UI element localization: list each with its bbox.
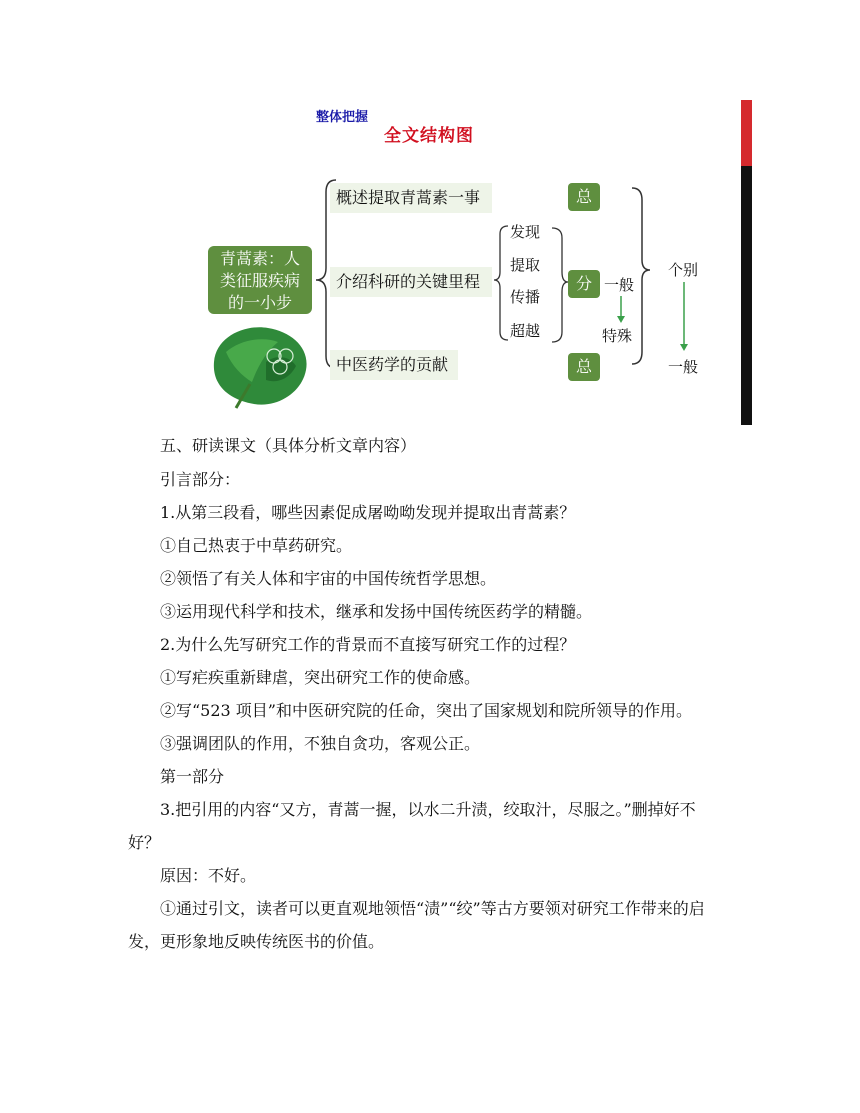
tag-total: 总 — [568, 353, 600, 381]
section-overview: 概述提取青蒿素一事 — [330, 183, 492, 213]
part-heading: 第一部分 — [160, 767, 225, 786]
diagram-subtitle: 整体把握 — [316, 110, 369, 125]
step-extract: 提取 — [510, 256, 541, 274]
label-special: 特殊 — [602, 327, 633, 345]
root-line: 的一小步 — [227, 293, 292, 312]
answer-1-1: ①自己热衷于中草药研究。 — [160, 536, 353, 555]
section-milestones: 介绍科研的关键里程 — [330, 267, 492, 297]
answer-2-2: ②写“523 项目”和中医研究院的任命，突出了国家规划和院所领导的作用。 — [160, 701, 692, 720]
section-contribution: 中医药学的贡献 — [330, 350, 458, 380]
step-discover: 发现 — [510, 223, 541, 241]
answer-1-3: ③运用现代科学和技术，继承和发扬中国传统医药学的精髓。 — [160, 602, 593, 621]
artemisia-leaf-image — [206, 322, 314, 410]
label-general: 一般 — [604, 276, 635, 294]
section-heading: 五、研读课文（具体分析文章内容） — [160, 436, 417, 455]
answer-3-1-line-1: ①通过引文，读者可以更直观地领悟“渍”“绞”等古方要领对研究工作带来的启 — [160, 899, 705, 918]
step-surpass: 超越 — [510, 322, 541, 340]
question-3-line-2: 好？ — [128, 833, 161, 852]
answer-3-reason: 原因：不好。 — [160, 866, 257, 885]
step-spread: 传播 — [510, 288, 541, 306]
tag-total: 总 — [568, 183, 600, 211]
root-node — [208, 246, 312, 314]
answer-2-1: ①写疟疾重新肆虐，突出研究工作的使命感。 — [160, 668, 481, 687]
label-general-right: 一般 — [668, 358, 699, 376]
root-line: 青蒿素：人 — [219, 249, 300, 268]
question-3-line-1: 3.把引用的内容“又方，青蒿一握，以水二升渍，绞取汁，尽服之。”删掉好不 — [160, 800, 696, 819]
diagram-title: 全文结构图 — [384, 126, 474, 146]
question-2: 2.为什么先写研究工作的背景而不直接写研究工作的过程？ — [160, 635, 576, 654]
answer-2-3: ③强调团队的作用，不独自贪功，客观公正。 — [160, 734, 481, 753]
root-line: 类征服疾病 — [219, 271, 300, 290]
answer-3-1-line-2: 发，更形象地反映传统医书的价值。 — [128, 932, 385, 951]
structure-diagram — [200, 100, 752, 425]
question-1: 1.从第三段看，哪些因素促成屠呦呦发现并提取出青蒿素？ — [160, 503, 576, 522]
label-individual: 个别 — [668, 261, 699, 279]
answer-1-2: ②领悟了有关人体和宇宙的中国传统哲学思想。 — [160, 569, 497, 588]
subsection-heading: 引言部分： — [160, 470, 241, 489]
tag-part: 分 — [568, 270, 600, 298]
